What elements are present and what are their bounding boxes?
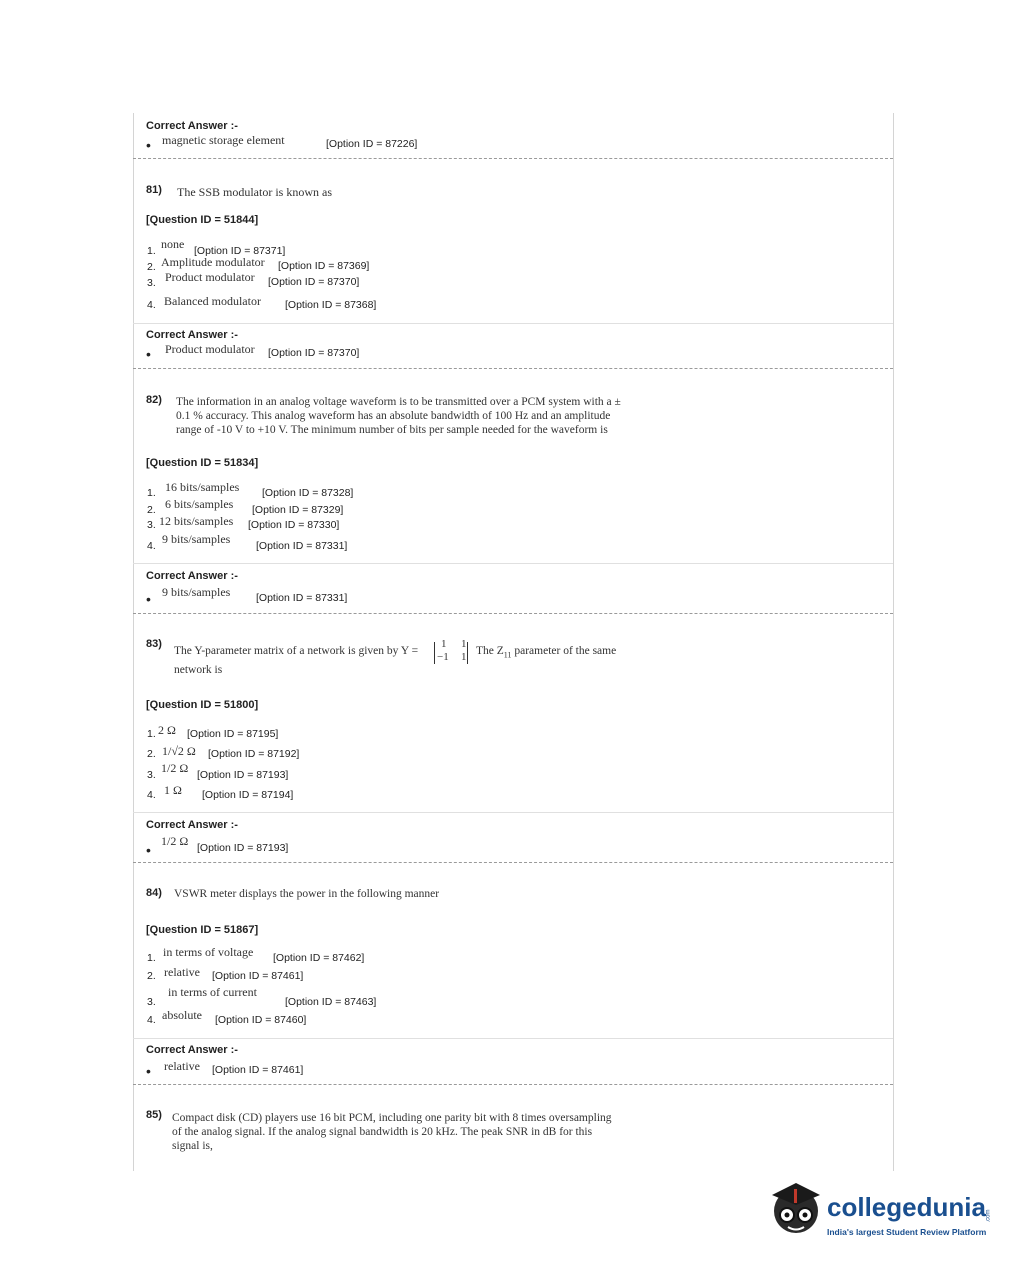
correct-answer-text: 1/2 Ω bbox=[161, 834, 189, 848]
option-id: [Option ID = 87329] bbox=[252, 504, 344, 516]
question-text-part: parameter of the same bbox=[514, 645, 617, 657]
subscript: 11 bbox=[503, 650, 512, 660]
option-number: 3. bbox=[147, 769, 156, 781]
option-number: 4. bbox=[147, 1014, 156, 1026]
mascot-logo-icon bbox=[766, 1177, 826, 1239]
question-text bbox=[476, 645, 616, 659]
option-number: 4. bbox=[147, 789, 156, 801]
question-id: [Question ID = 51800] bbox=[146, 699, 259, 711]
option-id: [Option ID = 87195] bbox=[187, 728, 279, 740]
option-number: 1. bbox=[147, 952, 156, 964]
question-text-line: range of -10 V to +10 V. The minimum number of bits per sample needed for the waveform is bbox=[176, 424, 608, 436]
divider bbox=[133, 563, 893, 564]
question-number: 85) bbox=[146, 1109, 162, 1121]
option-text: 2 Ω bbox=[158, 723, 176, 737]
option-id: [Option ID = 87460] bbox=[215, 1014, 307, 1026]
matrix-cell: −1 bbox=[437, 651, 449, 663]
correct-answer-heading: Correct Answer :- bbox=[146, 329, 238, 341]
option-id: [Option ID = 87369] bbox=[278, 260, 370, 272]
question-text-part: The Z bbox=[476, 645, 504, 657]
correct-answer-heading: Correct Answer :- bbox=[146, 1044, 238, 1056]
matrix-cell: 1 bbox=[461, 638, 467, 650]
option-number: 4. bbox=[147, 299, 156, 311]
option-text: 1 Ω bbox=[164, 783, 182, 797]
separator bbox=[133, 1084, 893, 1085]
option-number: 2. bbox=[147, 261, 156, 273]
correct-answer-text: 9 bits/samples bbox=[162, 585, 231, 599]
matrix-cell: 1 bbox=[461, 651, 467, 663]
question-text-line: network is bbox=[174, 664, 223, 676]
logo-suffix: .com bbox=[985, 1209, 992, 1223]
separator bbox=[133, 613, 893, 614]
option-number: 3. bbox=[147, 996, 156, 1008]
option-text: 1/√2 Ω bbox=[162, 744, 196, 758]
option-number: 1. bbox=[147, 245, 156, 257]
option-text: 12 bits/samples bbox=[159, 514, 234, 528]
question-id: [Question ID = 51834] bbox=[146, 457, 259, 469]
option-id: [Option ID = 87331] bbox=[256, 540, 348, 552]
correct-answer-option-id: [Option ID = 87193] bbox=[197, 842, 289, 854]
option-id: [Option ID = 87368] bbox=[285, 299, 377, 311]
option-number: 3. bbox=[147, 519, 156, 531]
separator bbox=[133, 368, 893, 369]
logo-wordmark: collegedunia bbox=[827, 1192, 986, 1222]
option-number: 1. bbox=[147, 728, 156, 740]
separator bbox=[133, 862, 893, 863]
question-text-line: signal is, bbox=[172, 1140, 213, 1152]
correct-answer-text: relative bbox=[164, 1059, 200, 1073]
matrix-cell: 1 bbox=[441, 638, 447, 650]
correct-answer-option-id: [Option ID = 87226] bbox=[326, 138, 418, 150]
option-id: [Option ID = 87371] bbox=[194, 245, 286, 257]
option-number: 4. bbox=[147, 540, 156, 552]
option-id: [Option ID = 87462] bbox=[273, 952, 365, 964]
question-number: 84) bbox=[146, 887, 162, 899]
option-id: [Option ID = 87461] bbox=[212, 970, 304, 982]
bullet: • bbox=[146, 591, 151, 607]
correct-answer-text: magnetic storage element bbox=[162, 133, 285, 147]
option-id: [Option ID = 87328] bbox=[262, 487, 354, 499]
correct-answer-heading: Correct Answer :- bbox=[146, 819, 238, 831]
option-text: 16 bits/samples bbox=[165, 480, 240, 494]
option-text: 1/2 Ω bbox=[161, 761, 189, 775]
correct-answer-option-id: [Option ID = 87461] bbox=[212, 1064, 304, 1076]
option-id: [Option ID = 87193] bbox=[197, 769, 289, 781]
bullet: • bbox=[146, 842, 151, 858]
correct-answer-heading: Correct Answer :- bbox=[146, 120, 238, 132]
question-text: The SSB modulator is known as bbox=[177, 185, 332, 199]
option-text: Product modulator bbox=[165, 270, 255, 284]
question-text: VSWR meter displays the power in the following manner bbox=[174, 888, 440, 900]
question-text-line: 0.1 % accuracy. This analog waveform has an absolute bandwidth of 100 Hz and an amplitude bbox=[176, 410, 611, 422]
correct-answer-option-id: [Option ID = 87370] bbox=[268, 347, 360, 359]
option-text: Amplitude modulator bbox=[161, 255, 265, 269]
option-id: [Option ID = 87192] bbox=[208, 748, 300, 760]
separator bbox=[133, 158, 893, 159]
option-id: [Option ID = 87194] bbox=[202, 789, 294, 801]
question-number: 81) bbox=[146, 184, 162, 196]
option-text: in terms of voltage bbox=[163, 945, 254, 959]
question-text: The Y-parameter matrix of a network is given by Y = bbox=[174, 645, 419, 657]
option-number: 3. bbox=[147, 277, 156, 289]
option-id: [Option ID = 87463] bbox=[285, 996, 377, 1008]
question-text-line: The information in an analog voltage waveform is to be transmitted over a PCM system with a ± bbox=[176, 396, 621, 408]
correct-answer-text: Product modulator bbox=[165, 342, 255, 356]
divider bbox=[133, 812, 893, 813]
option-text: absolute bbox=[162, 1008, 202, 1022]
divider bbox=[133, 323, 893, 324]
question-number: 83) bbox=[146, 638, 162, 650]
option-number: 2. bbox=[147, 970, 156, 982]
logo-tagline: India's largest Student Review Platform bbox=[827, 1227, 987, 1237]
question-id: [Question ID = 51844] bbox=[146, 214, 259, 226]
option-id: [Option ID = 87370] bbox=[268, 276, 360, 288]
option-text: 9 bits/samples bbox=[162, 532, 231, 546]
question-id: [Question ID = 51867] bbox=[146, 924, 259, 936]
question-text-line: Compact disk (CD) players use 16 bit PCM, including one parity bit with 8 times oversampling bbox=[172, 1112, 612, 1124]
correct-answer-option-id: [Option ID = 87331] bbox=[256, 592, 348, 604]
option-text: relative bbox=[164, 965, 200, 979]
correct-answer-heading: Correct Answer :- bbox=[146, 570, 238, 582]
question-number: 82) bbox=[146, 394, 162, 406]
option-number: 2. bbox=[147, 504, 156, 516]
option-id: [Option ID = 87330] bbox=[248, 519, 340, 531]
bullet: • bbox=[146, 137, 151, 153]
question-text-line: of the analog signal. If the analog signal bandwidth is 20 kHz. The peak SNR in dB for this bbox=[172, 1126, 593, 1138]
option-text: 6 bits/samples bbox=[165, 497, 234, 511]
bullet: • bbox=[146, 1063, 151, 1079]
y-matrix bbox=[434, 638, 468, 664]
option-number: 1. bbox=[147, 487, 156, 499]
option-text: none bbox=[161, 237, 185, 251]
bullet: • bbox=[146, 346, 151, 362]
option-number: 2. bbox=[147, 748, 156, 760]
option-text: in terms of current bbox=[168, 985, 257, 999]
option-text: Balanced modulator bbox=[164, 294, 261, 308]
divider bbox=[133, 1038, 893, 1039]
